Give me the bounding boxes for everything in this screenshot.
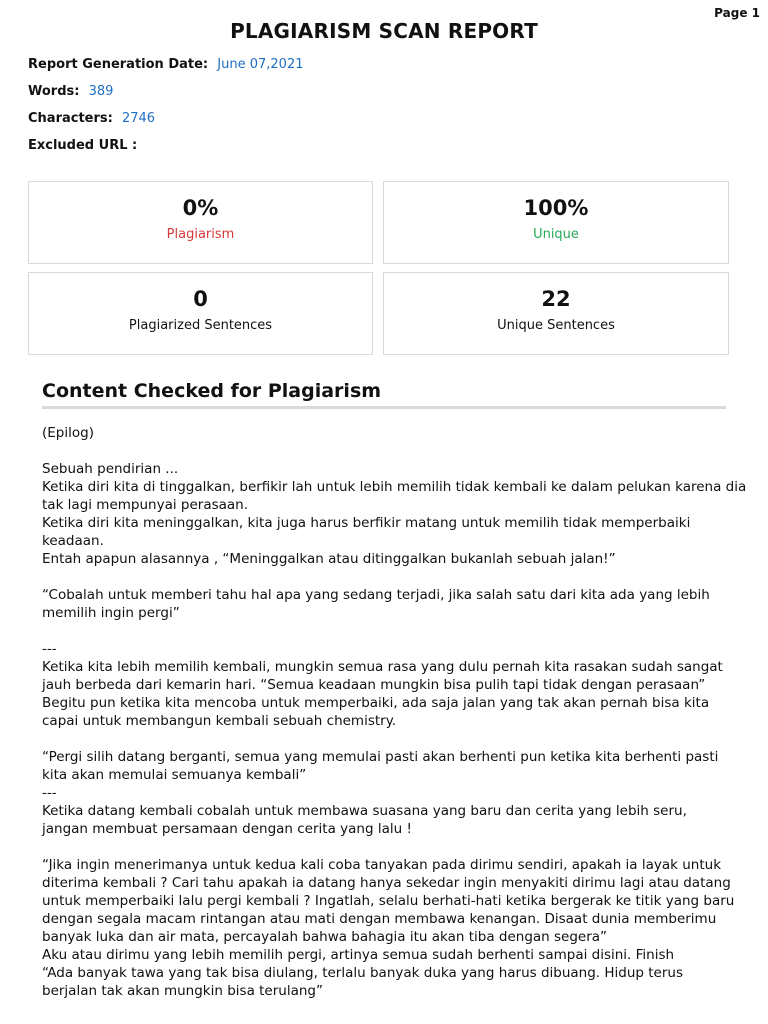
content-line — [42, 622, 732, 640]
plagiarized-sentences-card — [28, 272, 373, 355]
content-line: keadaan. — [42, 533, 104, 549]
content-line: banyak luka dan air mata, percayalah bahwa bahagia itu akan tiba dengan segera” — [42, 929, 608, 945]
content-line: (Epilog) — [42, 425, 94, 441]
content-line: “Cobalah untuk memberi tahu hal apa yang sedang terjadi, jika salah satu dari kita ada yang lebih — [42, 587, 710, 603]
word-count-label: Words: — [28, 84, 80, 99]
excluded-url-label: Excluded URL : — [28, 138, 138, 153]
character-count-row — [28, 110, 303, 137]
content-line: jangan membuat persamaan dengan cerita yang lalu ! — [42, 821, 412, 837]
excluded-url-row — [28, 137, 303, 164]
section-divider — [42, 406, 726, 409]
report-metadata — [28, 56, 303, 164]
content-line: dengan segala macam rintangan atau mati dengan membawa kenangan. Disaat dunia memberimu — [42, 911, 717, 927]
character-count-value: 2746 — [121, 111, 156, 126]
unique-sentences-label: Unique Sentences — [497, 318, 615, 333]
unique-sentences-count: 22 — [541, 287, 571, 311]
content-section-heading: Content Checked for Plagiarism — [42, 380, 382, 402]
content-line: --- — [42, 641, 57, 657]
content-line: Ketika kita lebih memilih kembali, mungkin semua rasa yang dulu pernah kita rasakan sudah sangat — [42, 659, 723, 675]
character-count-label: Characters: — [28, 111, 113, 126]
content-line: Sebuah pendirian ... — [42, 461, 179, 477]
unique-sentences-card — [383, 272, 729, 355]
content-line: Begitu pun ketika kita mencoba untuk memperbaiki, ada saja jalan yang tak akan pernah bisa kita — [42, 695, 710, 711]
report-date-label: Report Generation Date: — [28, 57, 209, 72]
word-count-row — [28, 83, 303, 110]
report-date-value: June 07,2021 — [217, 57, 304, 72]
content-line: Ketika diri kita di tinggalkan, berfikir lah untuk lebih memilih tidak kembali ke dalam pelukan karena dia — [42, 479, 747, 495]
plagiarism-label: Plagiarism — [166, 227, 235, 242]
content-line: memilih ingin pergi” — [42, 605, 180, 621]
content-line: Ketika diri kita meninggalkan, kita juga harus berfikir matang untuk memilih tidak memperbaiki — [42, 515, 691, 531]
plagiarism-percent: 0% — [182, 196, 219, 220]
unique-percent: 100% — [523, 196, 589, 220]
content-line: tak lagi mempunyai perasaan. — [42, 497, 249, 513]
page-number: Page 1 — [714, 6, 760, 20]
content-line: --- — [42, 785, 57, 801]
content-line — [42, 442, 732, 460]
content-line: kita akan memulai semuanya kembali” — [42, 767, 307, 783]
report-title: PLAGIARISM SCAN REPORT — [230, 19, 538, 43]
unique-label: Unique — [533, 227, 579, 242]
checked-content — [42, 424, 747, 1000]
word-count-value: 389 — [88, 84, 114, 99]
content-line: “Ada banyak tawa yang tak bisa diulang, terlalu banyak duka yang harus dibuang. Hidup terus — [42, 965, 684, 981]
content-line: “Pergi silih datang berganti, semua yang memulai pasti akan berhenti pun ketika kita berhenti pasti — [42, 749, 719, 765]
report-date-row — [28, 56, 303, 83]
content-line — [42, 730, 732, 748]
plagiarism-stat-card — [28, 181, 373, 264]
content-line: berjalan tak akan mungkin bisa terulang” — [42, 983, 323, 999]
content-line: Entah apapun alasannya , “Meninggalkan atau ditinggalkan bukanlah sebuah jalan!” — [42, 551, 616, 567]
content-line: “Jika ingin menerimanya untuk kedua kali coba tanyakan pada dirimu sendiri, apakah ia layak untuk — [42, 857, 722, 873]
unique-stat-card — [383, 181, 729, 264]
plagiarized-sentences-label: Plagiarized Sentences — [128, 318, 273, 333]
content-line: diterima kembali ? Cari tahu apakah ia datang hanya sekedar ingin menyakiti dirimu lagi atau datang — [42, 875, 731, 891]
content-line: Ketika datang kembali cobalah untuk membawa suasana yang baru dan cerita yang lebih seru, — [42, 803, 687, 819]
content-line: capai untuk membangun kembali sebuah chemistry. — [42, 713, 397, 729]
plagiarized-sentences-count: 0 — [193, 287, 208, 311]
content-line — [42, 568, 732, 586]
content-line: jauh berbeda dari kemarin hari. “Semua keadaan mungkin bisa pulih tapi tidak dengan perasaan” — [42, 677, 706, 693]
content-line — [42, 838, 732, 856]
content-line: Aku atau dirimu yang lebih memilih pergi, artinya semua sudah berhenti sampai disini. Finish — [42, 947, 675, 963]
content-line: untuk memperbaiki lalu pergi kembali ? Ingatlah, selalu berhati-hati ketika bergerak ke titik yang baru — [42, 893, 735, 909]
